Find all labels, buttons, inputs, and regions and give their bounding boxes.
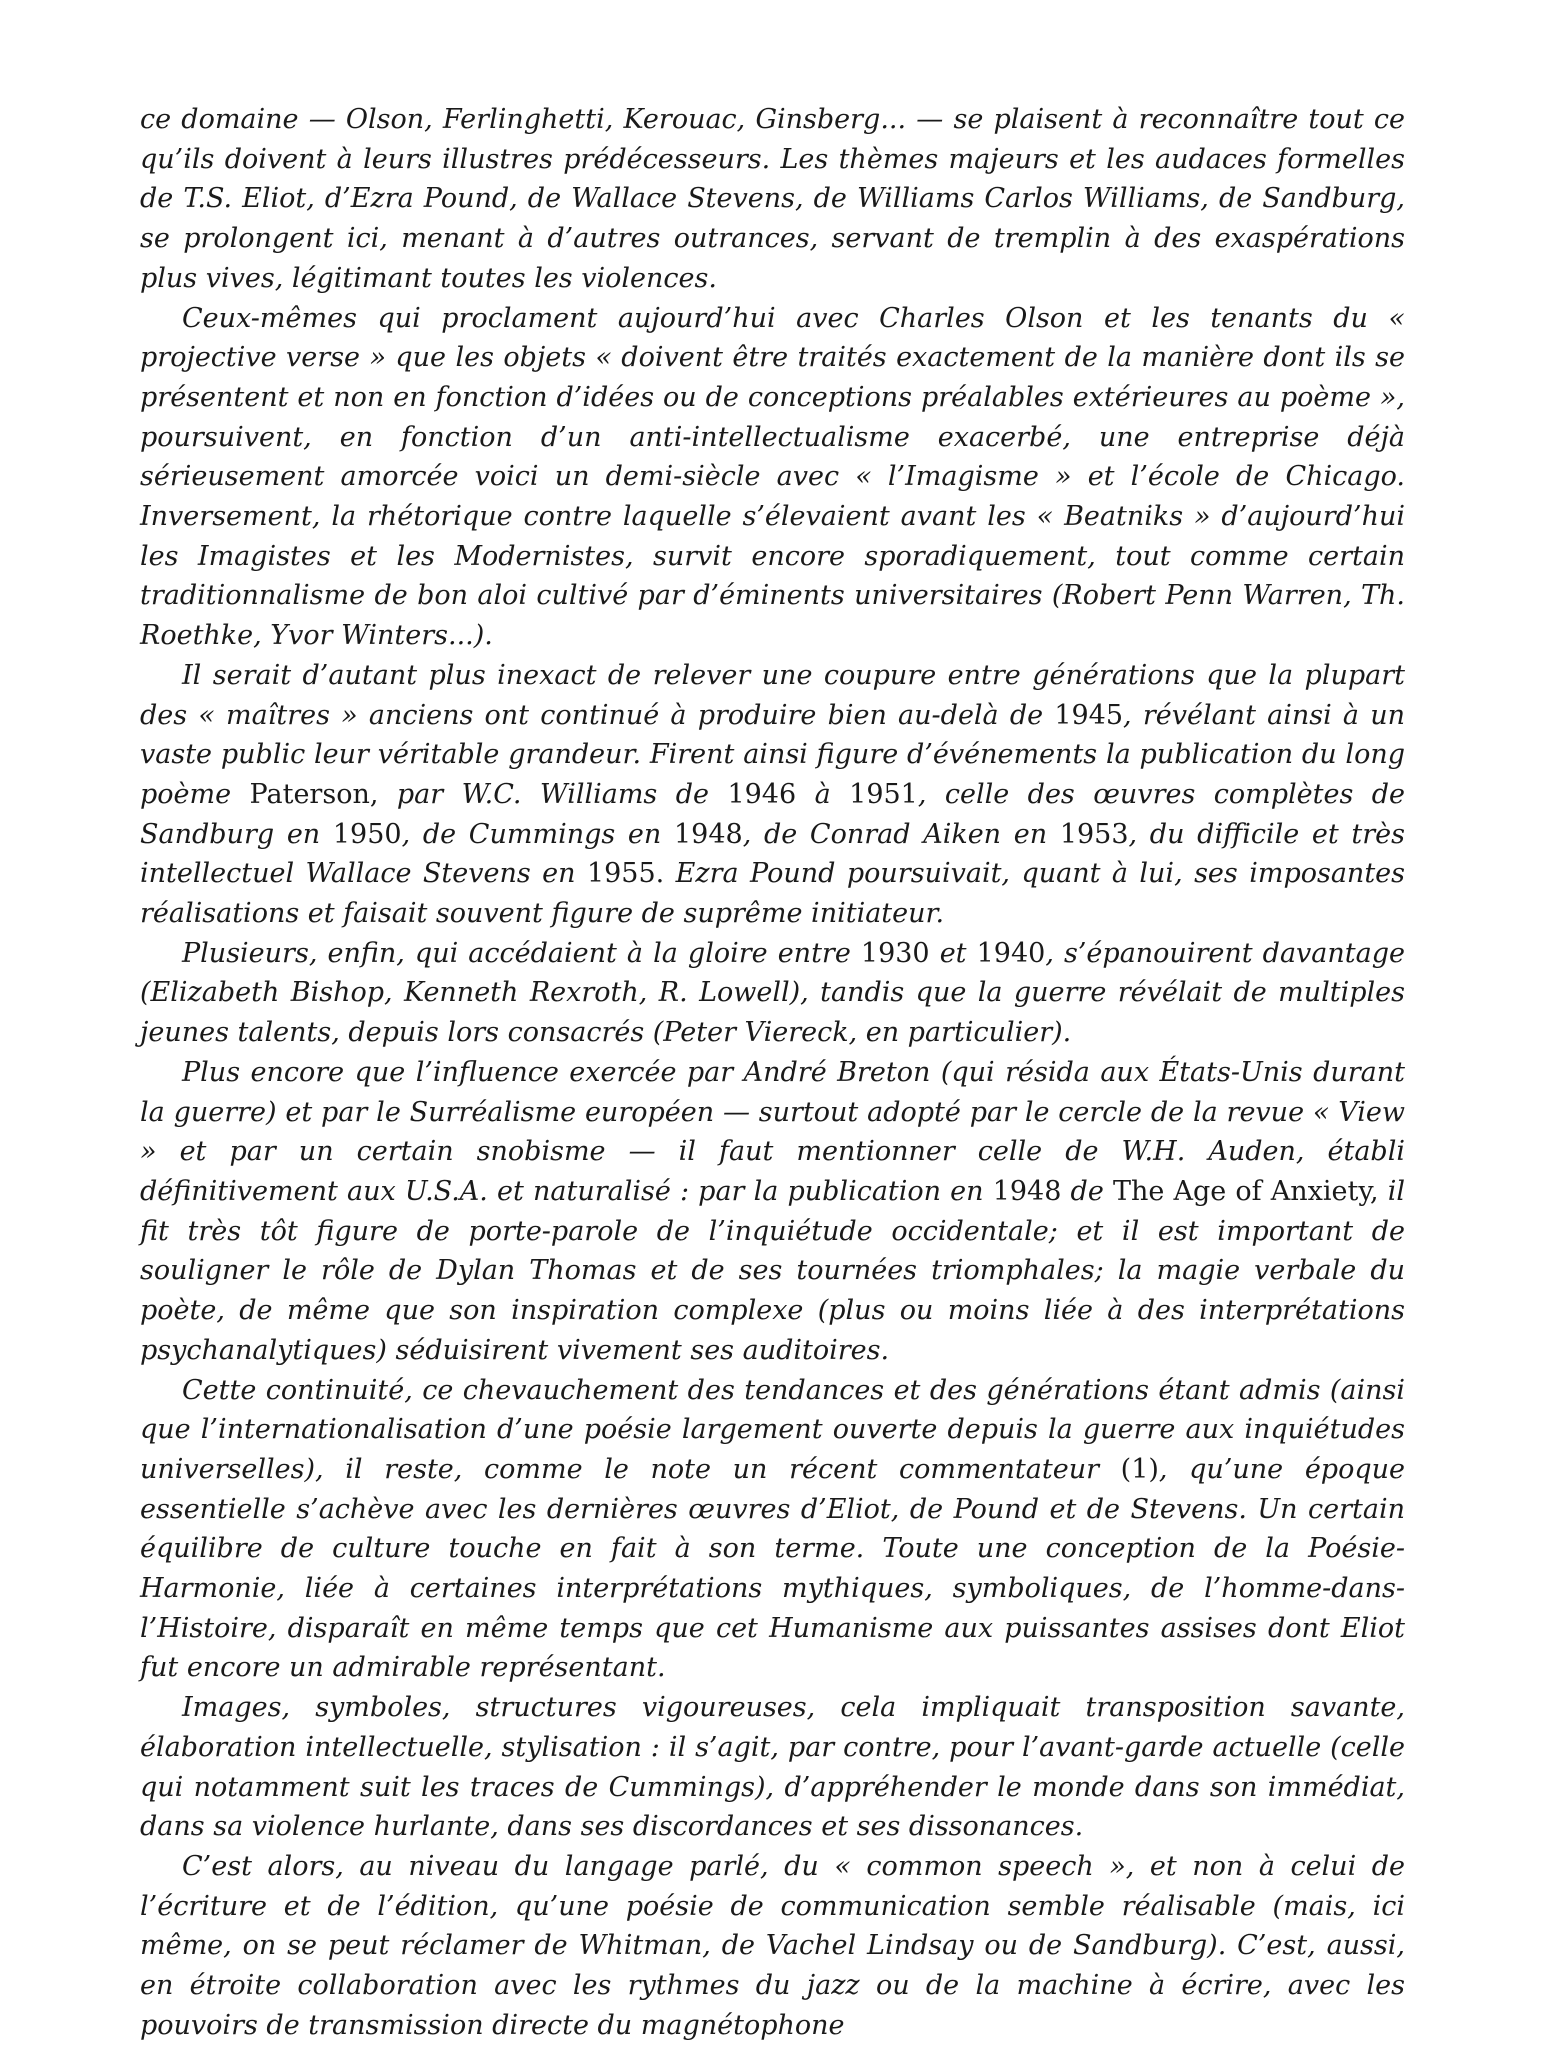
paragraph [140,1847,1405,2045]
numeral: 1950 [332,818,402,850]
numeral: 1953 [1059,818,1129,850]
numeral: 1940 [976,937,1046,969]
text-run: , du difficile et très intellectuel Wallace Stevens en [140,818,1406,890]
text-run: , révélant ainsi à un vaste public leur véritable grandeur. Firent ainsi figure d’événements la publication du long poème [140,699,1405,810]
work-title: The Age of Anxiety, [1112,1175,1379,1207]
text-run: Cette continuité, ce chevauchement des tendances et des générations étant admis (ainsi que l’internationalisation d’une poésie largement ouverte depuis la guerre aux inquiétudes universelles), il reste, comme le note un récent commentateur [140,1374,1405,1485]
numeral: 1948 [992,1175,1062,1207]
text-run: ce domaine — Olson, Ferlinghetti, Kerouac, Ginsberg... — se plaisent à reconnaître tout ce qu’ils doivent à leurs illustres prédécesseurs. Les thèmes majeurs et les audaces formelles de T.S. Eliot, d’Ezra Pound, de Wallace Stevens, de Williams Carlos Williams, de Sandburg, se prolongent ici, menant à d’autres outrances, servant de tremplin à des exaspérations plus vives, légitimant toutes les violences. [140,104,1405,294]
work-title: Paterson, [249,778,379,810]
numeral: 1955. [586,858,665,890]
text-run: , qu’une époque essentielle s’achève avec les dernières œuvres d’Eliot, de Pound et de Stevens. Un certain équilibre de culture touche en fait à son terme. Toute une conception de la Poésie-Harmonie, liée à certaines interprétations mythiques, symboliques, de l’homme-dans-l’Histoire, disparaît en même temps que cet Humanisme aux puissantes assises dont Eliot fut encore un admirable représentant. [140,1453,1405,1684]
numeral: 1948 [673,818,743,850]
paragraph [140,299,1405,656]
text-run: Ceux-mêmes qui proclament aujourd’hui avec Charles Olson et les tenants du « projective verse » que les objets « doivent être traités exactement de la manière dont ils se présentent et non en fonction d’idées ou de conceptions préalables extérieures au poème », poursuivent, en fonction d’un anti-intellectualisme exacerbé, une entreprise déjà sérieusement amorcée voici un demi-siècle avec « l’Imagisme » et l’école de Chicago. Inversement, la rhétorique contre laquelle s’élevaient avant les « Beatniks » d’aujourd’hui les Imagistes et les Modernistes, survit encore sporadiquement, tout comme certain traditionnalisme de bon aloi cultivé par d’éminents universitaires (Robert Penn Warren, Th. Roethke, Yvor Winters...). [140,302,1405,652]
text-run: de [1061,1175,1113,1207]
text-run: , s’épanouirent davantage (Elizabeth Bishop, Kenneth Rexroth, R. Lowell), tandis que la guerre révélait de multiples jeunes talents, depuis lors consacrés (Peter Viereck, en particulier). [140,937,1405,1049]
paragraph [140,1371,1405,1689]
text-run: Ezra Pound poursuivait, quant à lui, ses imposantes réalisations et faisait souvent figure de suprême initiateur. [140,858,1406,930]
numeral: 1930 [860,937,930,969]
text-run: C’est alors, au niveau du langage parlé, du « common speech », et non à celui de l’écriture et de l’édition, qu’une poésie de communication semble réalisable (mais, ici même, on se peut réclamer de Whitman, de Vachel Lindsay ou de Sandburg). C’est, aussi, en étroite collaboration avec les rythmes du jazz ou de la machine à écrire, avec les pouvoirs de transmission directe du magnétophone [140,1850,1405,2041]
text-run: Plusieurs, enfin, qui accédaient à la gloire entre [182,937,861,969]
text-run: Plus encore que l’influence exercée par André Breton (qui résida aux États-Unis durant la guerre) et par le Surréalisme européen — surtout adopté par le cercle de la revue « View » et par un certain snobisme — il faut mentionner celle de W.H. Auden, établi définitivement aux U.S.A. et naturalisé : par la publication en [140,1056,1405,1207]
text-run: et [929,937,977,969]
paragraph [140,934,1405,1053]
paragraph [140,1688,1405,1847]
document-body [140,100,1405,2045]
text-run: Il serait d’autant plus inexact de relever une coupure entre générations que la plupart des « maîtres » anciens ont continué à produire bien au-delà de [140,659,1405,731]
text-run: par W.C. Williams de [378,778,728,810]
numeral: 1946 [727,778,797,810]
numeral: 1951 [849,778,918,810]
text-run: Images, symboles, structures vigoureuses, cela impliquait transposition savante, élaboration intellectuelle, stylisation : il s’agit, par contre, pour l’avant-garde actuelle (celle qui notamment suit les traces de Cummings), d’appréhender le monde dans son immédiat, dans sa violence hurlante, dans ses discordances et ses dissonances. [140,1692,1405,1843]
numeral: (1) [1120,1453,1159,1485]
text-run: , de Cummings en [401,818,674,850]
text-run: , de Conrad Aiken en [742,818,1060,850]
text-run: à [796,778,850,810]
paragraph [140,100,1405,299]
text-run: il fit très tôt figure de porte-parole de l’inquiétude occidentale; et il est important de souligner le rôle de Dylan Thomas et de ses tournées triomphales; la magie verbale du poète, de même que son inspiration complexe (plus ou moins liée à des interprétations psychanalytiques) séduisirent vivement ses auditoires. [140,1175,1406,1366]
text-run: , celle des œuvres complètes de Sandburg en [140,778,1406,850]
document-page [140,100,1406,2041]
numeral: 1945 [1054,699,1124,731]
paragraph [140,656,1405,934]
paragraph [140,1053,1405,1371]
